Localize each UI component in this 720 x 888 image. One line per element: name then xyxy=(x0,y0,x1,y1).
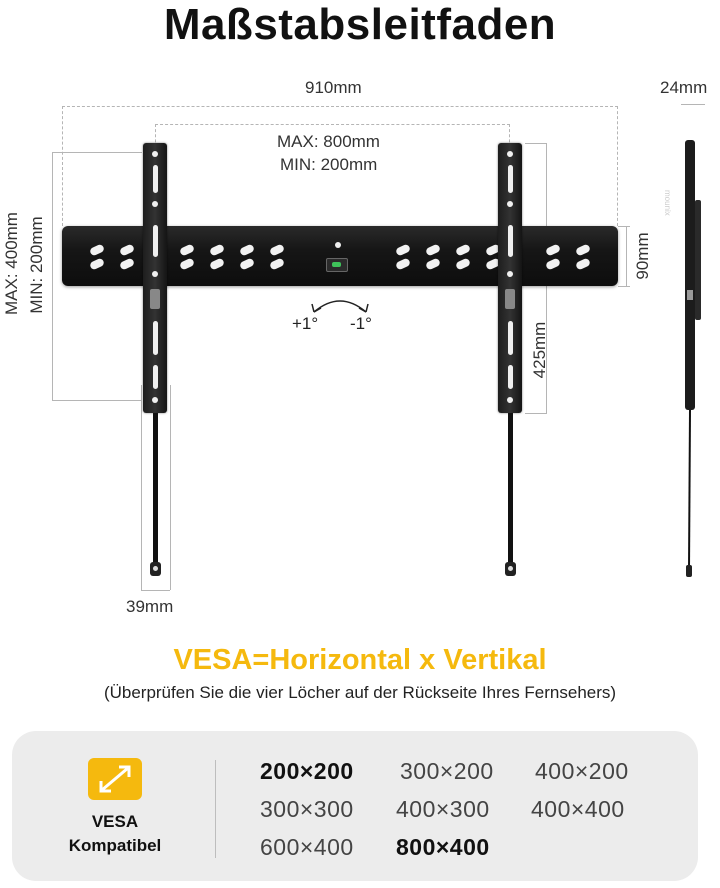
guide-425-bottom xyxy=(525,413,547,414)
label-min-vertical: MIN: 200mm xyxy=(27,216,46,314)
tilt-minus: -1° xyxy=(350,314,372,333)
guide-39-left xyxy=(141,385,142,590)
side-brand: mounix xyxy=(663,190,672,216)
vesa-headline: VESA=Horizontal x Vertikal xyxy=(173,644,547,676)
label-depth: 24mm xyxy=(660,78,708,97)
label-arm-width: 39mm xyxy=(126,597,174,616)
left-safety-strap xyxy=(153,413,158,565)
label-plate-height: 90mm xyxy=(633,232,652,280)
guide-vertical-bottom xyxy=(52,400,142,401)
left-strap-knob-icon xyxy=(150,562,161,576)
label-width-total: 910mm xyxy=(305,78,362,97)
vesa-badge-icon xyxy=(88,758,142,800)
guide-90-bottom xyxy=(618,286,630,287)
guide-39-right xyxy=(170,385,171,590)
left-arm xyxy=(143,143,167,413)
bubble-level-icon xyxy=(326,258,348,272)
vesa-size-1: 300×200 xyxy=(400,758,494,784)
guide-24-top xyxy=(681,104,705,105)
guide-vertical-left xyxy=(52,152,53,400)
tilt-plus: +1° xyxy=(292,314,319,333)
side-profile xyxy=(681,140,705,580)
vesa-size-2: 400×200 xyxy=(535,758,629,784)
vesa-note: (Überprüfen Sie die vier Löcher auf der Rückseite Ihres Fernsehers) xyxy=(103,683,617,702)
guide-90-top xyxy=(618,226,630,227)
right-strap-knob-icon xyxy=(505,562,516,576)
vesa-size-6: 600×400 xyxy=(260,834,354,860)
vesa-size-5: 400×400 xyxy=(531,796,625,822)
label-min-horizontal: MIN: 200mm xyxy=(280,155,378,174)
guide-425-top xyxy=(525,143,547,144)
guide-39-bottom xyxy=(141,590,170,591)
vesa-size-0: 200×200 xyxy=(260,758,354,784)
vesa-divider xyxy=(215,760,216,858)
guide-90-line xyxy=(626,226,627,286)
label-arm-length: 425mm xyxy=(530,321,549,379)
vesa-size-3: 300×300 xyxy=(260,796,354,822)
right-arm xyxy=(498,143,522,413)
vesa-badge-line2: Kompatibel xyxy=(68,836,162,855)
label-max-vertical: MAX: 400mm xyxy=(2,212,21,315)
vesa-size-7: 800×400 xyxy=(396,834,490,860)
vesa-size-4: 400×300 xyxy=(396,796,490,822)
page-title: Maßstabsleitfaden xyxy=(163,0,557,49)
right-safety-strap xyxy=(508,413,513,565)
guide-vertical-top xyxy=(52,152,142,153)
label-max-horizontal: MAX: 800mm xyxy=(277,132,380,151)
vesa-badge-line1: VESA xyxy=(91,812,139,831)
